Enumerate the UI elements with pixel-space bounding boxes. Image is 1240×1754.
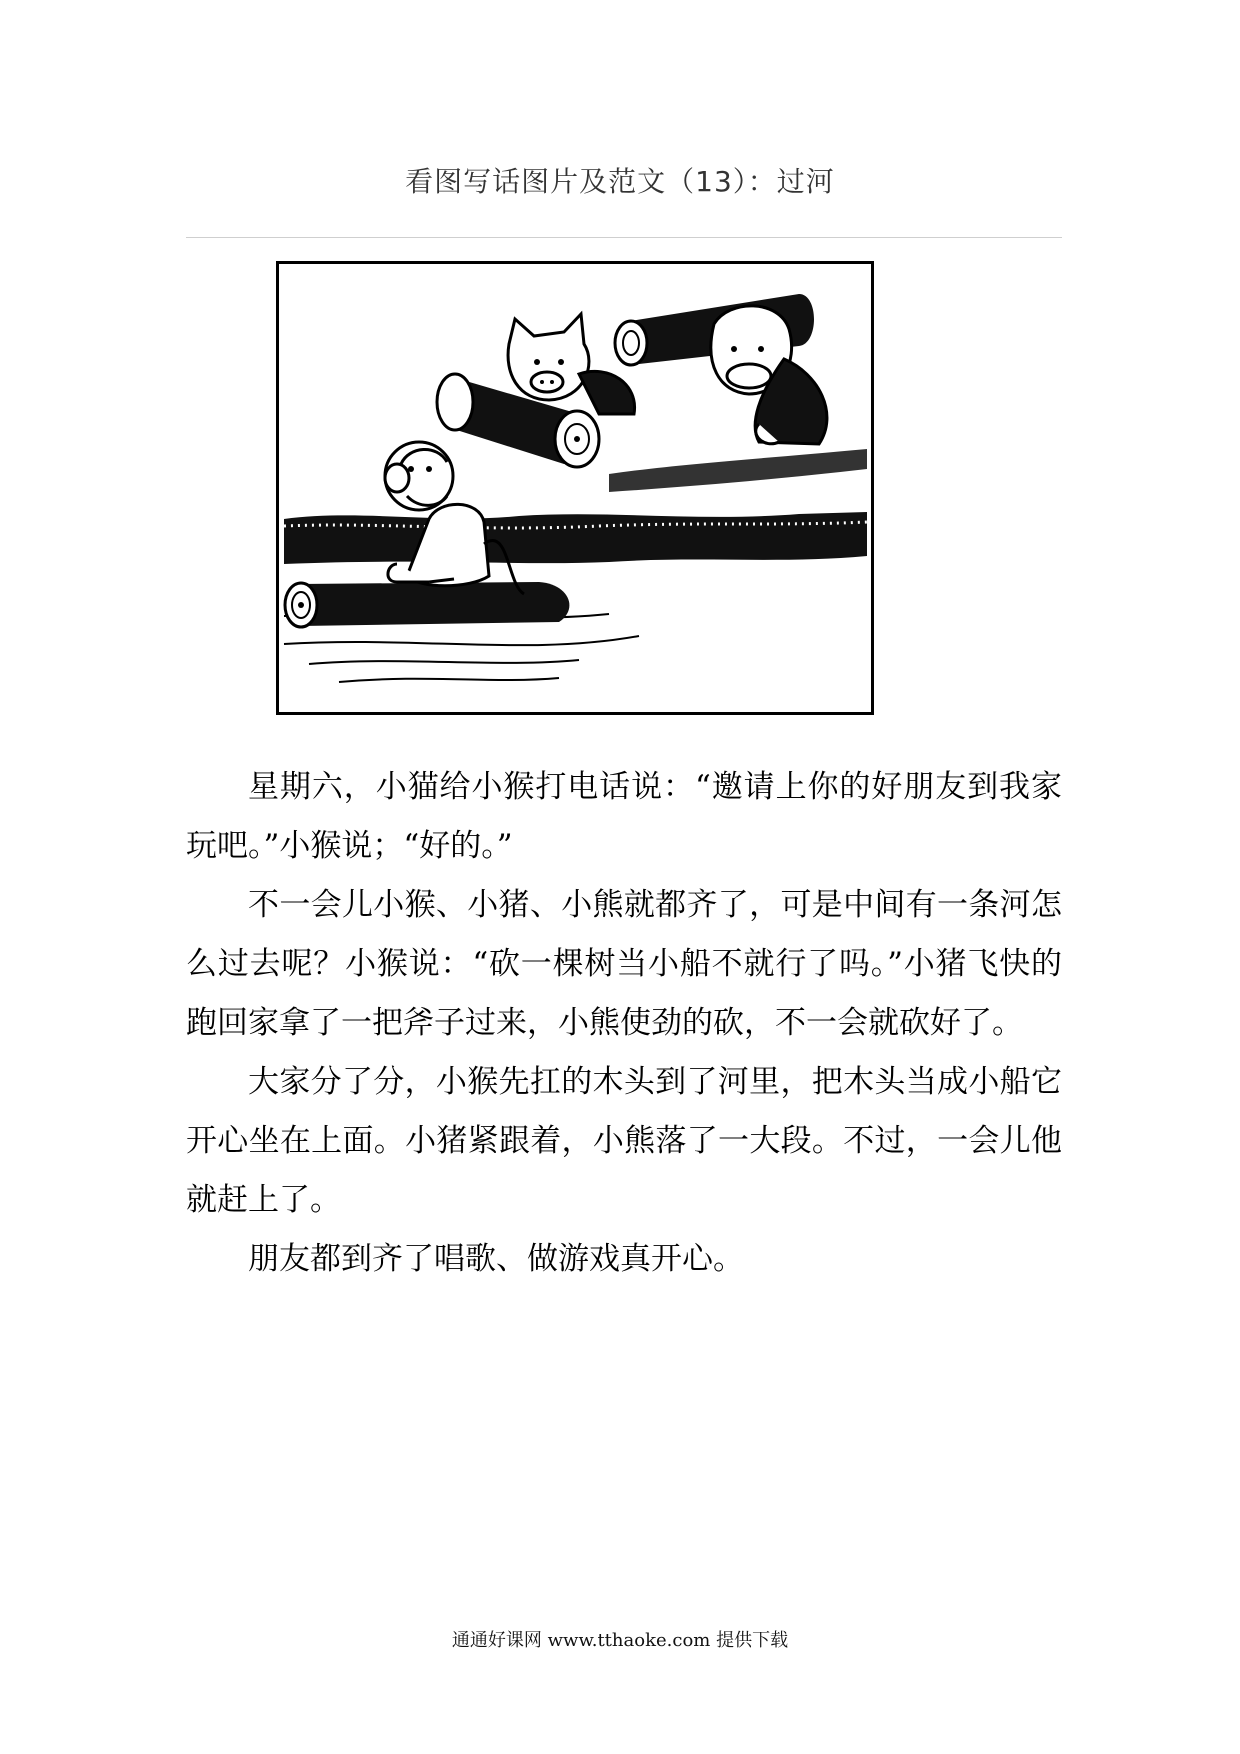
paragraph-2: 不一会儿小猴、小猪、小熊就都齐了，可是中间有一条河怎么过去呢？小猴说：“砍一棵树当小船不就行了吗。”小猪飞快的跑回家拿了一把斧子过来，小熊使劲的砍，不一会就砍好了。 [186,887,1062,1041]
title-divider [186,237,1062,238]
cartoon-monkey-pig-bear-logs-icon [279,264,871,712]
paragraph-4: 朋友都到齐了唱歌、做游戏真开心。 [248,1241,744,1277]
illustration-frame [276,261,874,715]
essay-body [186,758,1062,1289]
paragraph-1: 星期六，小猫给小猴打电话说：“邀请上你的好朋友到我家玩吧。”小猴说；“好的。” [186,769,1062,864]
page-title: 看图写话图片及范文（13）：过河 [405,165,835,198]
paragraph-3: 大家分了分，小猴先扛的木头到了河里，把木头当成小船它开心坐在上面。小猪紧跟着，小熊落了一大段。不过，一会儿他就赶上了。 [186,1064,1062,1218]
footer-credit: 通通好课网 www.tthaoke.com 提供下载 [451,1630,789,1651]
